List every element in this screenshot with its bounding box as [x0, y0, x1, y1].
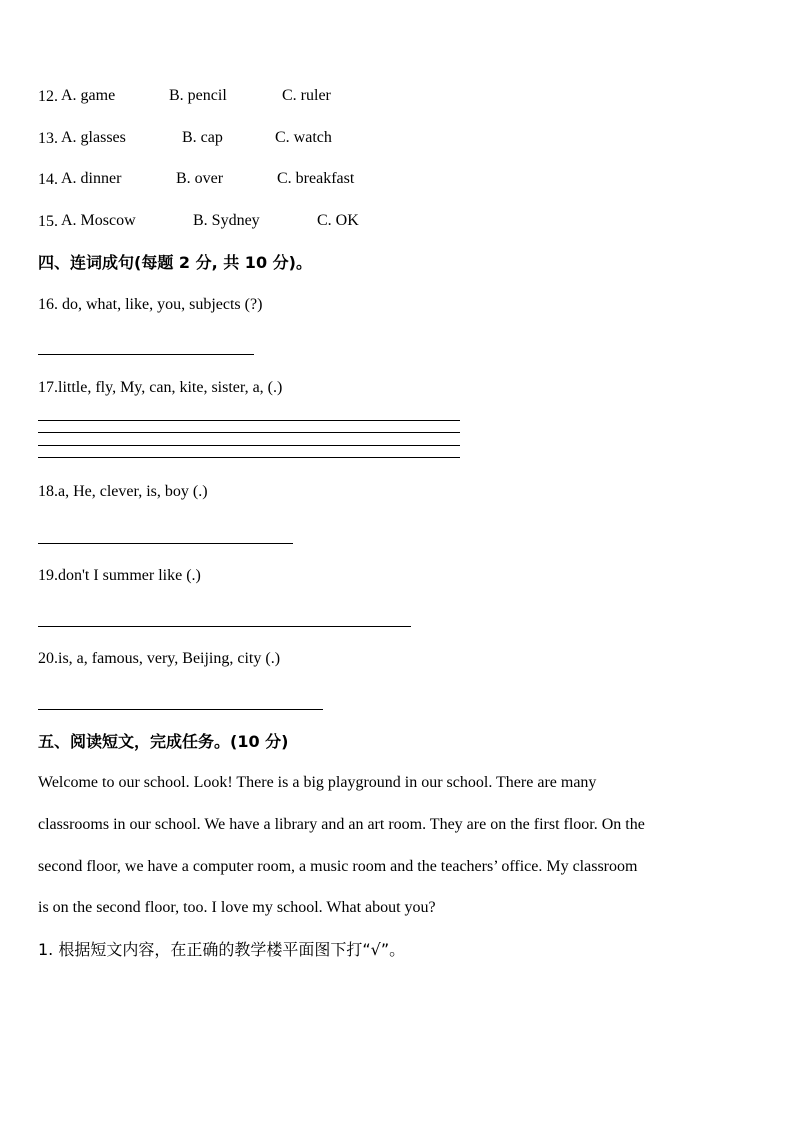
passage-line: is on the second floor, too. I love my school. What about you?	[38, 899, 436, 916]
option-a: A. dinner	[61, 170, 122, 187]
option-b: B. over	[176, 170, 224, 187]
option-a: A. game	[61, 87, 116, 104]
option-b: B. cap	[182, 129, 223, 146]
passage-line: classrooms in our school. We have a library and an art room. They are on the first floor. On the	[38, 816, 645, 833]
question-17-prompt: 17.little, fly, My, can, kite, sister, a, (.)	[38, 379, 283, 396]
section-4-title: 四、连词成句(每题 2 分, 共 10 分)。	[38, 253, 312, 272]
answer-line-17[interactable]	[38, 432, 460, 433]
answer-line-20[interactable]	[38, 709, 323, 710]
option-c: C. watch	[275, 129, 332, 146]
question-number: 13.	[38, 130, 58, 147]
passage-line: Welcome to our school. Look! There is a big playground in our school. There are many	[38, 774, 597, 791]
option-a: A. Moscow	[61, 212, 136, 229]
answer-line-17[interactable]	[38, 457, 460, 458]
answer-line-18[interactable]	[38, 543, 293, 544]
answer-line-17[interactable]	[38, 445, 460, 446]
option-c: C. OK	[317, 212, 359, 229]
question-number: 14.	[38, 171, 58, 188]
question-16-prompt: 16. do, what, like, you, subjects (?)	[38, 296, 263, 313]
answer-line-17[interactable]	[38, 420, 460, 421]
option-c: C. breakfast	[277, 170, 355, 187]
section-5-title: 五、阅读短文，完成任务。(10 分)	[38, 732, 289, 751]
question-number: 15.	[38, 213, 58, 230]
passage-line: second floor, we have a computer room, a music room and the teachers’ office. My classroom	[38, 858, 638, 875]
answer-line-19[interactable]	[38, 626, 411, 627]
option-b: B. pencil	[169, 87, 227, 104]
question-number: 12.	[38, 88, 58, 105]
option-c: C. ruler	[282, 87, 331, 104]
option-b: B. Sydney	[193, 212, 260, 229]
answer-line-16[interactable]	[38, 354, 254, 355]
question-18-prompt: 18.a, He, clever, is, boy (.)	[38, 483, 208, 500]
question-20-prompt: 20.is, a, famous, very, Beijing, city (.)	[38, 650, 281, 667]
task-1-instruction: 1. 根据短文内容，在正确的教学楼平面图下打“√”。	[38, 940, 406, 959]
option-a: A. glasses	[61, 129, 126, 146]
question-19-prompt: 19.don't I summer like (.)	[38, 567, 201, 584]
